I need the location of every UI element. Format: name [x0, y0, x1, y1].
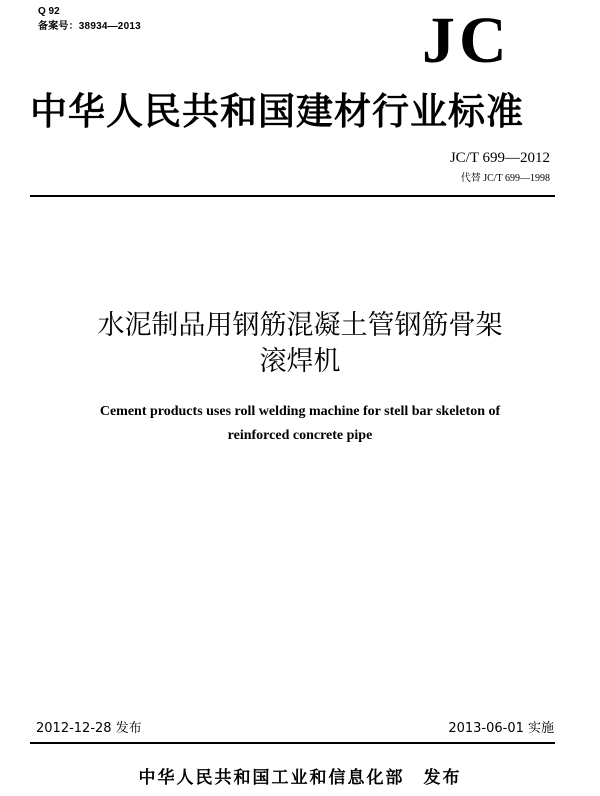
publisher: 中华人民共和国工业和信息化部 发布 [138, 768, 462, 788]
issue-date: 2012-12-28 发布 [36, 721, 142, 736]
top-divider [30, 195, 555, 197]
title-en-line-2: reinforced concrete pipe [227, 428, 373, 443]
title-zh-line-2: 滚焊机 [259, 346, 341, 377]
record-number: 备案号：38934—2013 [38, 21, 141, 32]
standard-number: JC/T 699—2012 [449, 150, 550, 166]
title-zh-line-1: 水泥制品用钢筋混凝土管钢筋骨架 [97, 310, 503, 341]
document-title-en [60, 400, 540, 448]
classification-code: Q 92 [38, 6, 60, 17]
bottom-divider [30, 742, 555, 744]
jc-logo: JC [422, 4, 511, 77]
standard-category-title: 中华人民共和国建材行业标准 [30, 89, 524, 133]
document-title-zh [0, 308, 600, 380]
effective-date: 2013-06-01 实施 [448, 721, 554, 736]
title-en-line-1: Cement products uses roll welding machine for stell bar skeleton of [99, 404, 501, 419]
replaces-standard: 代替 JC/T 699—1998 [460, 173, 550, 184]
